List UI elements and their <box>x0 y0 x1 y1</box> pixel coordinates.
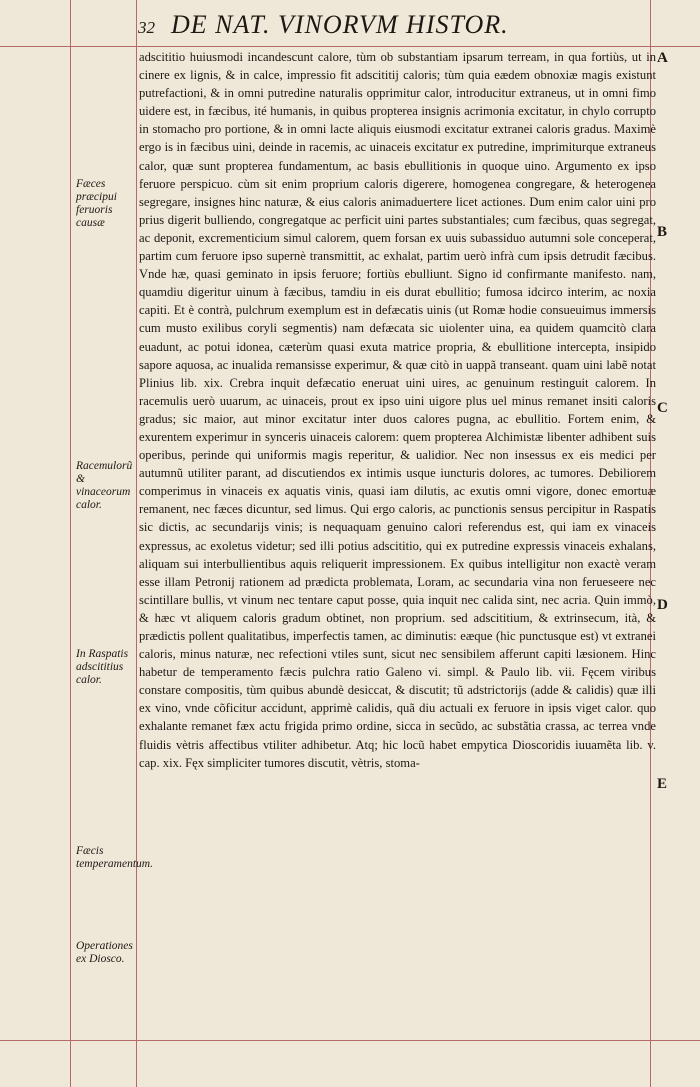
section-letter: D <box>657 597 668 613</box>
margin-note: Operationes ex Diosco. <box>76 940 133 965</box>
body-text: adscititio huiusmodi incandescunt calore, tùm ob substantiam ipsarum terream, in qua fortiùs, ut in cinere ex lignis, & in calce, impressio fit adscititij caloris; tùm quia eædem obnoxiæ magis existunt putrefactioni, & in omni putredine naturalis opprimitur calor, introducitur extraneus, ut in omni fimo uidere est, in fæcibus, ité humanis, in quibus propterea insignis acrimonia excitatur, in chylo corrupto in stomacho pro portione, & in omni lacte aliquis eiusmodi excitatur extranei caloris gradus. Maximè ergo is in fæcibus uini, deinde in racemis, ac uinaceis excitatur ex putredine, imprimiturque extraneus calor, quæ sunt propterea fundamentum, ac basis ebullitionis in quoque uino. Argumento ex ipso feruore perspicuo. cùm sit enim proprium caloris digerere, homogenea congregare, & heterogenea segregare, insignes hinc naturæ, & eius caloris animaduertere licet actiones. Dum enim calor uini pro prius digerit bulliendo, congregatque ac perficit uini partes substantiales; cum fæcibus, quas segregat, ac deponit, excrementicium simul calorem, quem forsan ex uuis subassiduo autumni sole conceperat, partim cum feruore ipso supernè transmittit, ac exhalat, partim uerò infrà cum ipsis detrudit fæcibus. Vnde hæ, quasi geminato in ipsis feruore; fortiùs ebulliunt. Signo id confirmante manifesto. nam, quamdiu digeritur uinum à fæcibus, tamdiu in eis durat ebullitio; fumosa idcirco interim, ac noxia capiti. Et è contrà, pulchrum exemplum est in defæcatis uinis (ut Romæ hodie consueuimus immersis cum musto exilibus coryli segmentis) nam defæcata sic uiolenter uina, ea quidem quamcitò clara euadunt, ac potui idonea, cæterùm quasi exuta matrice propria, & ebullitione intercepta, insipido sapore aquosa, ac inualida remansisse experimur, & quæ citò in uappã transeant. quam uini labẽ notat Plinius lib. xix. Crebra inquit defæcatio eneruat uini uires, ac genuinum restinguit calorem. In racemulis uerò uuarum, ac uinaceis, prout ex ipso uini uigore plus uel minus remanet insiti caloris gradus; sic maior, aut minor excitatur inter duos calores pugna, ac ebullitio. Fortem enim, & exurentem experimur in synceris uinaceis calorem: quem propterea Alchimistæ libenter adhibent suis operibus, perinde qui uniformis magis reperitur, & ualidior. Nec non insessus ex eis medici per autumnũ utiliter parant, ad discutiendos ex intimis usque iuncturis dolores, ac tumores. Debiliorem comperimus in vinaceis ex aquatis vinis, quasi iam dilutis, ac exutis omni vigore, donec emortuæ remanent, nec fæces dicuntur, sed limus. Qui ergo caloris, ac punctionis sensus percipitur in Raspatis sic dictis, ac secundarijs vinis; is nequaquam genuino calori referendus est, qui iam ex vinaceis expressus, ac exoletus videtur; sed illi potius adscititio, qui ex putredine expressis vinaceis exhalans, aliquam sui interbullientibus aquis reliquerit impressionem. Ex quibus intelligitur non exactè veram esse illam Petronij rationem ad prædicta problemata, Loram, ac secundaria vina non ferueseere nec scintillare bullis, vt vinum nec tentare caput posse, quia inquit nec calida sint, nec acria. Quin immò, & hæc vt aliquem caloris gradum obtinet, non proprium. sed adscititium, & extrinsecum, ità, & prædictis pollent qualitatibus, imperfectis tamen, ac diminutis: eæque (hic punctusque est) vt extranei caloris, minus naturæ, nec refectioni vtiles sunt, sicut nec sensibilem afferunt capiti læsionem. Hinc habetur de temperamento fæcis pulchra ratio Galeno vi. simpl. & Paulo lib. vii. Fęcem viribus constare compositis, tùm quibus abundè desiccat, & discutit; tũ adstrictorijs (adde & calidis) quæ illi ex vino, vnde cõficitur accidunt, apprimè calidis, quã diu actuali ex feruore in ipsis viget calor. quo exhalante remanet fæx actu frigida primo ordine, sicca in secũdo, ac substãtia crassa, ac terrea vnde fluidis vètris affectibus vtiliter adhibetur. Atq; hic locũ habet empytica Dioscoridis iuuamẽta lib. v. cap. xix. Fęx simpliciter tumores discutit, vètris, stoma- <box>139 50 656 770</box>
section-letter: A <box>657 50 668 66</box>
header-rule <box>0 46 700 47</box>
margin-note: Fæces præcipui feruoris causæ <box>76 178 117 229</box>
page-header <box>138 10 509 40</box>
section-letter: C <box>657 400 668 416</box>
footer-rule <box>0 1040 700 1041</box>
section-letter: B <box>657 224 668 240</box>
margin-note: Racemulorũ & vinaceorum calor. <box>76 460 133 511</box>
page-number: 32 <box>138 18 155 37</box>
margin-note: Fæcis temperamentum. <box>76 845 153 870</box>
running-head: DE NAT. VINORVM HISTOR. <box>171 10 509 39</box>
margin-note: In Raspatis adscititius calor. <box>76 648 129 686</box>
text-block-rule <box>136 0 137 1087</box>
section-letter: E <box>657 776 668 792</box>
left-margin-rule <box>70 0 71 1087</box>
